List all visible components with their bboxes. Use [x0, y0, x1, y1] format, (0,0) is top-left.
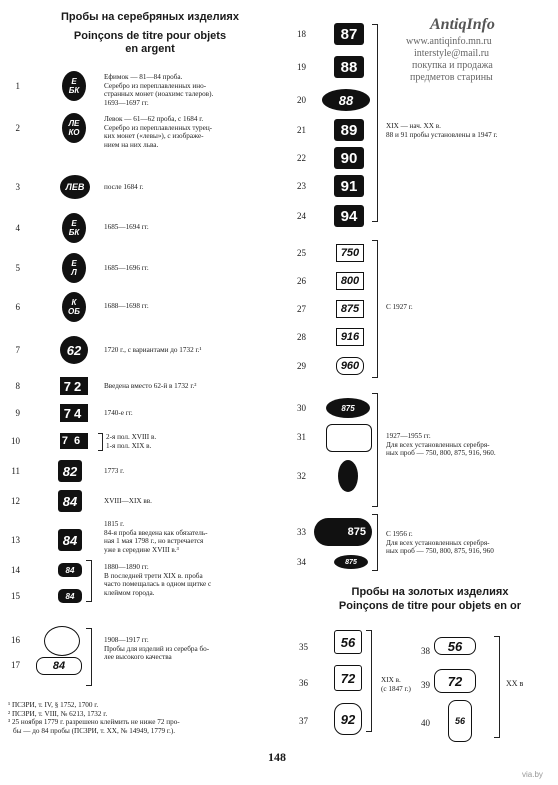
- silver-hallmark: 62: [60, 336, 88, 364]
- silver-row-number: 3: [15, 182, 20, 192]
- silver-hallmark: 84: [58, 563, 82, 577]
- silver-hallmark: 82: [58, 460, 82, 482]
- silver-row-description: Введена вместо 62-й в 1732 г.²: [104, 382, 197, 390]
- silver-hallmark: 750: [336, 244, 364, 262]
- silver-hallmark: 87: [334, 23, 364, 45]
- silver-hallmark: Е БК: [62, 71, 86, 101]
- silver-row-description: 1740-е гг.: [104, 409, 133, 417]
- note-group-1: XIX — нач. XX в. 88 и 91 пробы установлены в 1947 г.: [386, 122, 498, 139]
- silver-row-number: 8: [15, 381, 20, 391]
- gold-row-number: 40: [421, 718, 430, 728]
- gold-row-number: 38: [421, 646, 430, 656]
- watermark-brand: AntiqInfo: [430, 16, 495, 33]
- silver-row-number: 23: [297, 181, 306, 191]
- corner-mark: via.by: [522, 770, 543, 779]
- silver-row-number: 22: [297, 153, 306, 163]
- silver-row-number: 30: [297, 403, 306, 413]
- silver-row-description: 1908—1917 гг. Пробы для изделий из серебра бо- лее высокого качества: [104, 636, 210, 662]
- silver-row-description: 1688—1698 гг.: [104, 302, 149, 310]
- silver-row-number: 31: [297, 432, 306, 442]
- gold-row-number: 39: [421, 680, 430, 690]
- silver-row-number: 4: [15, 223, 20, 233]
- silver-row-number: 28: [297, 332, 306, 342]
- watermark-email: interstyle@mail.ru: [414, 48, 490, 59]
- silver-row-number: 18: [297, 29, 306, 39]
- silver-hallmark: 88: [322, 89, 370, 111]
- silver-hallmark: 800: [336, 272, 364, 290]
- silver-row-number: 21: [297, 125, 306, 135]
- silver-title-fr-2: en argent: [125, 43, 175, 55]
- silver-row-number: 32: [297, 471, 306, 481]
- silver-hallmark: ЛЕВ: [60, 175, 90, 199]
- silver-row-description: Левок — 61—62 проба, с 1684 г. Серебро из переплавленных турец- ких монет («левы»), с изображе- нием на них льва.: [104, 115, 213, 149]
- silver-hallmark: 89: [334, 119, 364, 141]
- silver-hallmark: 91: [334, 175, 364, 197]
- silver-hallmark: 94: [334, 205, 364, 227]
- watermark-line4: предметов старины: [410, 72, 493, 83]
- page-number: 148: [268, 750, 286, 764]
- silver-hallmark: 74: [60, 404, 88, 422]
- silver-row-number: 34: [297, 557, 306, 567]
- silver-row-number: 16: [11, 635, 20, 645]
- note-group-3: 1927—1955 гг. Для всех установленных серебря- ных проб — 750, 800, 875, 916, 960.: [386, 432, 496, 458]
- silver-hallmark: [326, 424, 372, 452]
- silver-row-number: 19: [297, 62, 306, 72]
- silver-row-number: 12: [11, 496, 20, 506]
- silver-hallmark: Е БК: [62, 213, 86, 243]
- bracket-group-1: [372, 24, 378, 222]
- footnote-4: бы — до 84 пробы (ПСЗРИ, т. XX, № 14949, 1779 г.).: [13, 726, 176, 735]
- note-group-4: С 1956 г. Для всех установленных серебря- ных проб — 750, 800, 875, 916, 960: [386, 530, 494, 556]
- silver-row-number: 11: [11, 466, 20, 476]
- silver-hallmark: 875: [326, 398, 370, 418]
- gold-hallmark: 56: [434, 637, 476, 655]
- silver-hallmark: 84: [36, 657, 82, 675]
- bracket-group-3: [372, 393, 378, 507]
- bracket-gold-right: [494, 636, 500, 738]
- silver-hallmark: 84: [58, 490, 82, 512]
- silver-row-description: 1815 г. 84-я проба введена как обязатель- ная 1 мая 1798 г., но встречается уже в середине XVIII в.³: [104, 520, 208, 554]
- silver-row-number: 13: [11, 535, 20, 545]
- silver-hallmark: 76: [61, 435, 87, 447]
- silver-hallmark: [44, 626, 80, 656]
- silver-row-description: после 1684 г.: [104, 183, 144, 191]
- silver-row-number: 26: [297, 276, 306, 286]
- silver-hallmark: 875: [314, 518, 372, 546]
- silver-row-number: 6: [15, 302, 20, 312]
- silver-row-number: 2: [15, 123, 20, 133]
- silver-row-description: 2-я пол. XVIII в. 1-я пол. XIX в.: [106, 433, 157, 450]
- gold-note-left: XIX в. (с 1847 г.): [381, 676, 411, 693]
- silver-title-ru: Пробы на серебряных изделиях: [61, 11, 239, 23]
- silver-row-number: 15: [11, 591, 20, 601]
- silver-row-description: 1773 г.: [104, 467, 125, 475]
- gold-hallmark: 72: [434, 669, 476, 693]
- silver-row-description: 1720 г., с вариантами до 1732 г.¹: [104, 346, 202, 354]
- gold-hallmark: 92: [334, 703, 362, 735]
- footnotes: [8, 701, 278, 735]
- silver-row-number: 10: [11, 436, 20, 446]
- silver-hallmark: 90: [334, 147, 364, 169]
- silver-hallmark: 875: [336, 300, 364, 318]
- silver-hallmark: 916: [336, 328, 364, 346]
- silver-hallmark: ЛЕ КО: [62, 113, 86, 143]
- bracket-rows-14-15: [86, 560, 92, 602]
- silver-row-number: 24: [297, 211, 306, 221]
- gold-row-number: 36: [299, 678, 308, 688]
- silver-row-description: 1880—1890 гг. В последней трети XIX в. проба часто помещалась в одном щитке с клеймом города.: [104, 563, 212, 597]
- silver-row-description: XVIII—XIX вв.: [104, 497, 152, 505]
- silver-hallmark: [338, 460, 358, 492]
- silver-row-number: 14: [11, 565, 20, 575]
- silver-hallmark: 84: [58, 529, 82, 551]
- silver-row-number: 33: [297, 527, 306, 537]
- silver-row-description: Ефимок — 81—84 проба. Серебро из переплавленных ино- странных монет (иоахимс талеров). 1693—1697 гг.: [104, 73, 214, 107]
- silver-hallmark: 88: [334, 56, 364, 78]
- silver-hallmark: 875: [334, 555, 368, 569]
- footnote-3: ³ 25 ноября 1779 г. разрешено клеймить не ниже 72 про-: [8, 718, 180, 727]
- silver-row-number: 27: [297, 304, 306, 314]
- bracket-group-4: [372, 514, 378, 571]
- silver-row-description: 1685—1696 гг.: [104, 264, 149, 272]
- silver-row-number: 29: [297, 361, 306, 371]
- silver-hallmark: Е Л: [62, 253, 86, 283]
- watermark-site: www.antiqinfo.mn.ru: [406, 36, 492, 47]
- silver-title-fr-1: Poinçons de titre pour objets: [73, 30, 227, 42]
- gold-hallmark: 56: [448, 700, 472, 742]
- silver-row-number: 20: [297, 95, 306, 105]
- silver-row-number: 17: [11, 660, 20, 670]
- silver-hallmark: 72: [60, 377, 88, 395]
- gold-title-ru: Пробы на золотых изделиях: [351, 586, 509, 598]
- silver-row-number: 9: [15, 408, 20, 418]
- gold-hallmark: 72: [334, 665, 362, 691]
- bracket-rows-16-17: [86, 628, 92, 686]
- silver-row-number: 25: [297, 248, 306, 258]
- silver-hallmark: 84: [58, 589, 82, 603]
- silver-hallmark: К ОБ: [62, 292, 86, 322]
- gold-row-number: 37: [299, 716, 308, 726]
- silver-hallmark: 960: [336, 357, 364, 375]
- silver-row-number: 1: [15, 81, 20, 91]
- watermark-line3: покупка и продажа: [412, 60, 493, 71]
- silver-row-description: 1685—1694 гг.: [104, 223, 149, 231]
- bracket-gold-left: [366, 630, 372, 732]
- footnote-2: ² ПСЗРИ, т. VIII, № 6213, 1732 г.: [8, 709, 108, 718]
- note-group-2: С 1927 г.: [386, 303, 413, 311]
- footnote-1: ¹ ПСЗРИ, т. IV, § 1752, 1700 г.: [8, 701, 99, 709]
- bracket-rows-10: [98, 433, 103, 451]
- bracket-group-2: [372, 240, 378, 378]
- silver-row-number: 5: [15, 263, 20, 273]
- gold-hallmark: 56: [334, 630, 362, 654]
- gold-note-right: XX в: [506, 679, 524, 688]
- silver-row-number: 7: [15, 345, 20, 355]
- gold-title-fr: Poinçons de titre pour objets en or: [338, 600, 522, 612]
- gold-row-number: 35: [299, 642, 308, 652]
